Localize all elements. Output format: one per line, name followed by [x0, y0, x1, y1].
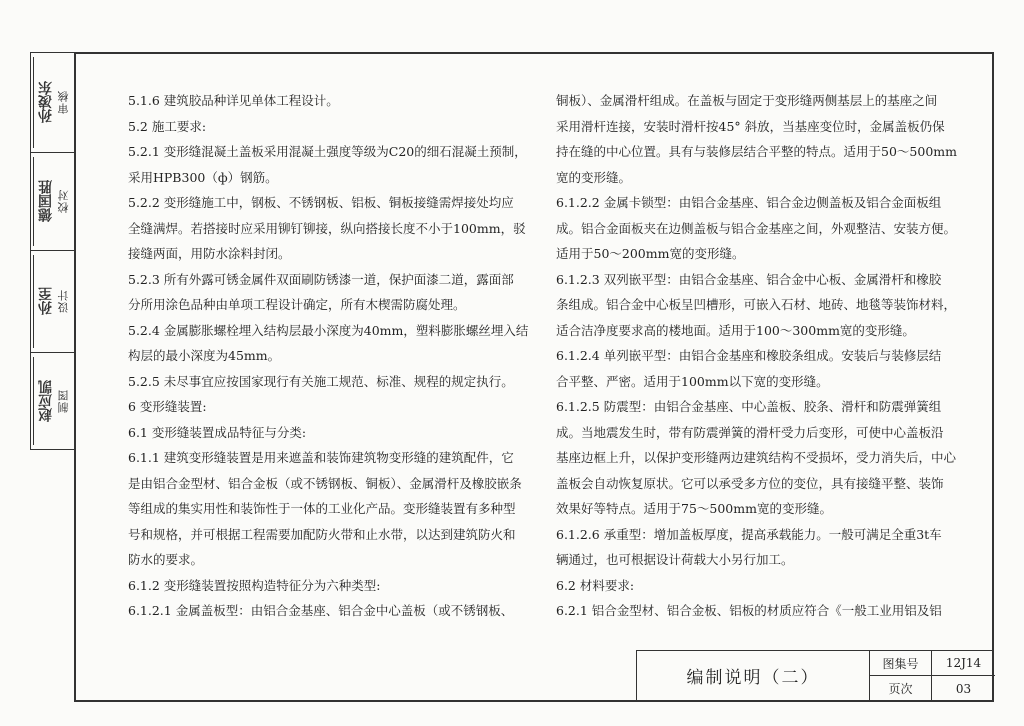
text-line: 6.2.1 铝合金型材、铝合金板、铝板的材质应符合《一般工业用铝及铝: [556, 603, 942, 618]
sheet-title: 编制说明（二）: [637, 651, 870, 700]
text-line: 合平整、严密。适用于100mm以下宽的变形缝。: [556, 373, 829, 389]
designer-signature: 孙至: [33, 255, 58, 348]
approval-cell-design: [31, 251, 74, 353]
text-line: 盖板会自动恢复原状。它可以承受多方位的变位，具有接缝平整、装饰: [556, 475, 944, 491]
checker-signature: 德国胜: [33, 157, 58, 246]
atlas-number-label: 图集号: [870, 651, 932, 676]
text-line: 6.1.2.6 承重型：增加盖板厚度，提高承载能力。一般可满足全重3t车: [556, 526, 942, 542]
text-line: 6.1.2.2 金属卡锁型：由铝合金基座、铝合金边侧盖板及铝合金面板组: [556, 195, 942, 210]
text-line: 5.1.6 建筑胶品种详见单体工程设计。: [128, 93, 339, 108]
text-line: 6.1.1 建筑变形缝装置是用来遮盖和装饰建筑物变形缝的建筑配件，它: [128, 450, 514, 465]
approval-strip: [30, 52, 74, 450]
page-number-label: 页次: [870, 676, 932, 701]
text-line: 辆通过，也可根据设计荷载大小另行加工。: [556, 552, 794, 567]
text-line: 分所用涂色品种由单项工程设计确定，所有木楔需防腐处理。: [128, 297, 466, 312]
text-line: 6.1.2.4 单列嵌平型：由铝合金基座和橡胶条组成。安装后与装修层结: [556, 348, 942, 363]
text-line: 效果好等特点。适用于75～500mm宽的变形缝。: [556, 501, 832, 516]
approval-label-review: 审核: [57, 90, 70, 115]
text-line: 号和规格，并可根据工程需要加配防火带和止水带，以达到建筑防火和: [128, 526, 516, 542]
text-line: 成。铝合金面板夹在边侧盖板与铝合金基座之间，外观整洁、安装方便。: [556, 220, 957, 236]
text-line: 持在缝的中心位置。具有与装修层结合平整的特点。适用于50～500mm: [556, 144, 957, 159]
text-line: 等组成的集实用性和装饰性于一体的工业化产品。变形缝装置有多种型: [128, 501, 516, 516]
approval-cell-check: [31, 153, 74, 251]
reviewer-signature: 孙凌东: [33, 57, 58, 148]
text-line: 适用于50～200mm宽的变形缝。: [556, 246, 745, 261]
text-line: 5.2.3 所有外露可锈金属件双面刷防锈漆一道，保护面漆二道，露面部: [128, 271, 514, 287]
approval-label-design: 设计: [57, 289, 70, 314]
approval-cell-draft: [31, 353, 74, 449]
page-number-value: 03: [955, 681, 972, 696]
text-line: 采用HPB300（ф）钢筋。: [128, 169, 278, 185]
text-line: 基座边框上升，以保护变形缝两边建筑结构不受损坏，受力消失后，中心: [556, 450, 957, 465]
text-line: 5.2.1 变形缝混凝土盖板采用混凝土强度等级为C20的细石混凝土预制，: [128, 144, 527, 159]
text-line: 6.1.2 变形缝装置按照构造特征分为六种类型:: [128, 577, 381, 593]
text-line: 5.2 施工要求:: [128, 118, 207, 134]
text-line: 宽的变形缝。: [556, 169, 632, 185]
drafter-signature: 赵应凯: [33, 357, 58, 445]
text-line: 全缝满焊。若搭接时应采用铆钉铆接，纵向搭接长度不小于100mm，驳: [128, 220, 526, 236]
approval-label-draft: 制图: [57, 389, 70, 413]
text-line: 铜板）、金属滑杆组成。在盖板与固定于变形缝两侧基层上的基座之间: [556, 93, 938, 108]
text-line: 5.2.4 金属膨胀螺栓埋入结构层最小深度为40mm，塑料膨胀螺丝埋入结: [128, 322, 529, 338]
text-line: 6.1.2.5 防震型：由铝合金基座、中心盖板、胶条、滑杆和防震弹簧组: [556, 399, 942, 414]
text-line: 采用滑杆连接，安装时滑杆按45° 斜放，当基座变位时，金属盖板仍保: [556, 118, 945, 134]
text-line: 成。当地震发生时，带有防震弹簧的滑杆受力后变形，可使中心盖板沿: [556, 424, 944, 440]
text-line: 防水的要求。: [128, 552, 204, 567]
text-line: 6.2 材料要求:: [556, 577, 635, 593]
text-line: 6.1.2.3 双列嵌平型：由铝合金基座、铝合金中心板、金属滑杆和橡胶: [556, 271, 942, 287]
text-line: 6.1 变形缝装置成品特征与分类:: [128, 424, 307, 440]
text-line: 5.2.5 未尽事宜应按国家现行有关施工规范、标准、规程的规定执行。: [128, 373, 514, 389]
approval-label-check: 校对: [57, 189, 70, 214]
approval-cell-review: [31, 53, 74, 153]
text-line: 5.2.2 变形缝施工中，钢板、不锈钢板、铝板、铜板接缝需焊接处均应: [128, 195, 514, 210]
text-line: 6 变形缝装置:: [128, 399, 207, 414]
atlas-number-value: 12J14: [932, 651, 995, 676]
right-text-column: [556, 88, 976, 624]
text-line: 适合洁净度要求高的楼地面。适用于100～300mm宽的变形缝。: [556, 322, 915, 338]
text-line: 构层的最小深度为45mm。: [128, 348, 281, 363]
left-text-column: [128, 88, 533, 624]
text-line: 是由铝合金型材、铝合金板（或不锈钢板、铜板）、金属滑杆及橡胶嵌条: [128, 475, 522, 491]
text-line: 接缝两面，用防水涂料封闭。: [128, 246, 291, 261]
text-line: 6.1.2.1 金属盖板型：由铝合金基座、铝合金中心盖板（或不锈钢板、: [128, 603, 514, 618]
text-line: 条组成。铝合金中心板呈凹槽形，可嵌入石材、地砖、地毯等装饰材料，: [556, 297, 957, 312]
title-block: [636, 650, 994, 700]
